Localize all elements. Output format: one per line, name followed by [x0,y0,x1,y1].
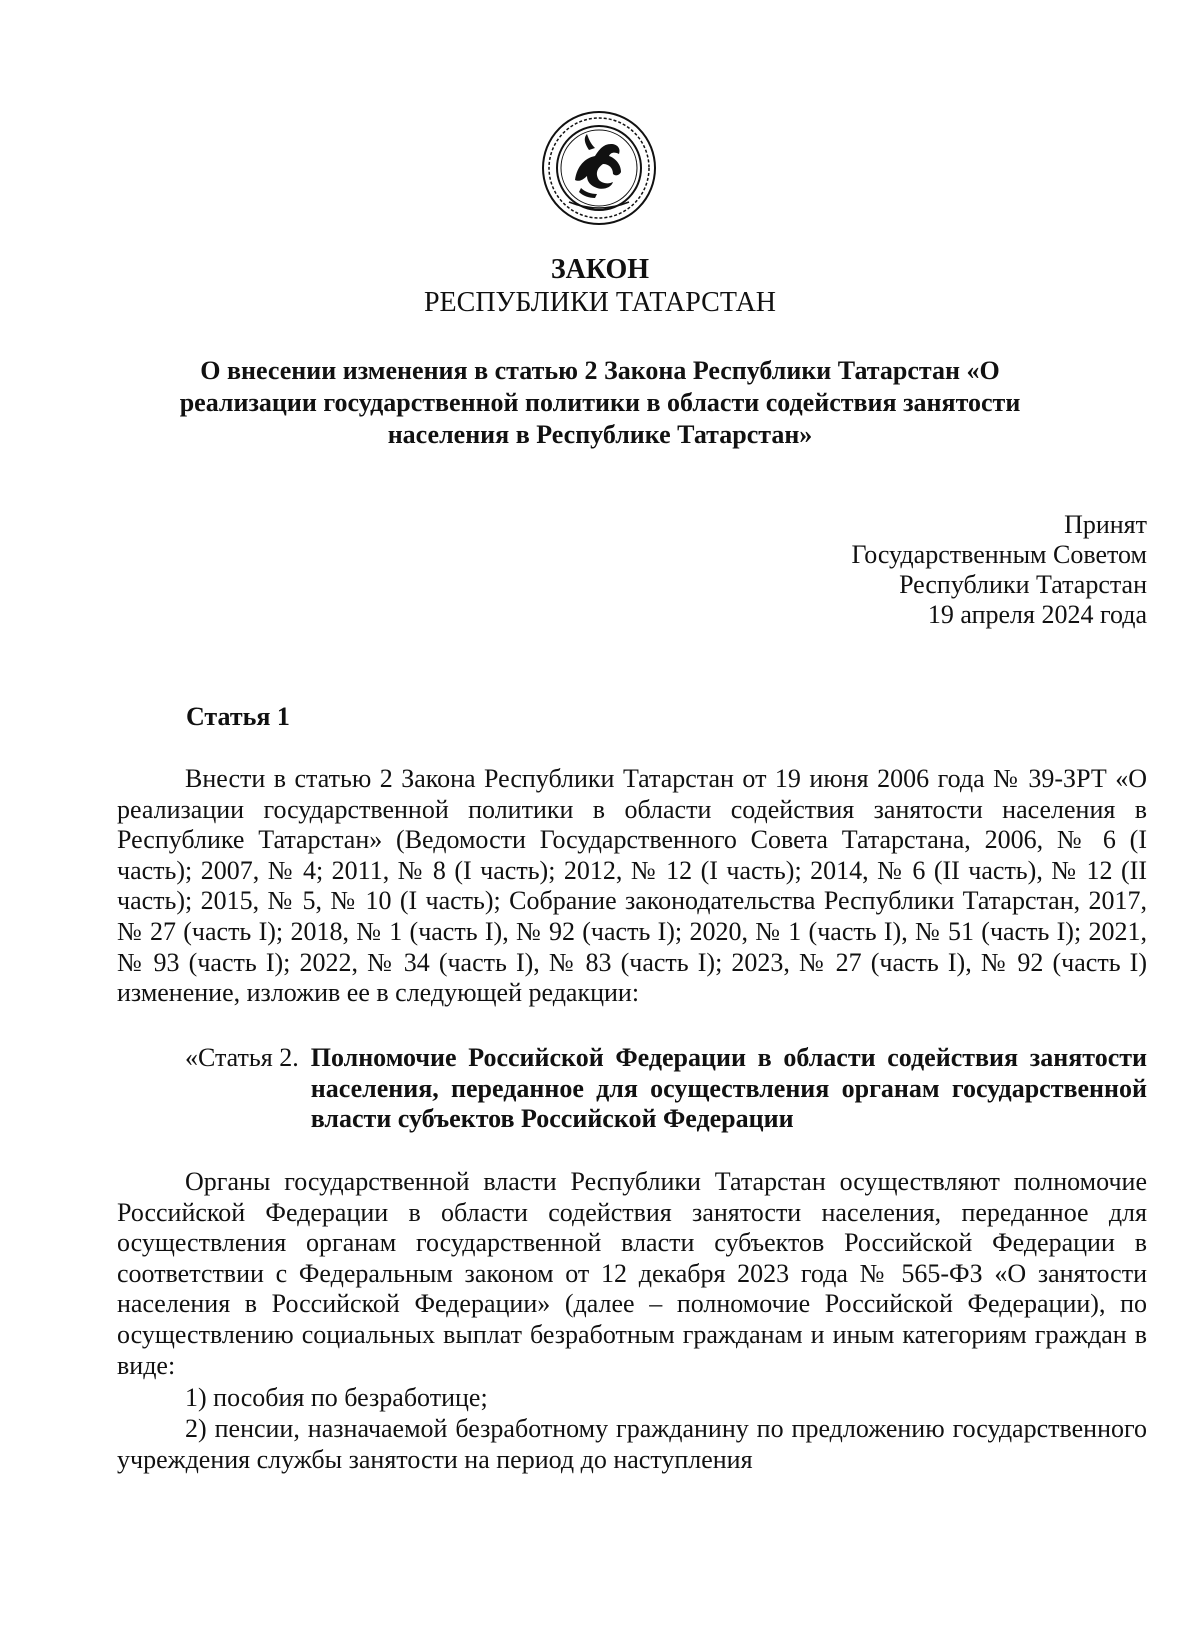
adoption-line: Принят [1064,510,1147,539]
law-subtitle: РЕСПУБЛИКИ ТАТАРСТАН [423,287,777,318]
adoption-date: 19 апреля 2024 года [927,600,1147,629]
article-2-text: Органы государственной власти Республики Татарстан осуществляют полномочие Российской Федерации в области содействия занятости населения, переданное для осуществления органам государственной власти субъектов Российской Федерации в соответствии с Федеральным законом от 12 декабря 2023 года № 565-ФЗ «О занятости населения в Российской Федерации» (далее – полномочие Российской Федерации), по осуществлению социальных выплат безработным гражданам и иным категориям граждан в виде: [117,1167,1147,1380]
adoption-line: Государственным Советом [851,540,1147,569]
article-1-heading: Статья 1 [186,702,290,731]
article-2-title: Полномочие Российской Федерации в области содействия занятости населения, переданное для осуществления органам государственной власти субъектов Российской Федерации [310,1043,1147,1134]
article-2-header [185,1043,1147,1135]
list-item: 2) пенсии, назначаемой безработному гражданину по предложению государственного учреждения службы занятости на период до наступления [117,1414,1147,1474]
law-title: ЗАКОН [550,254,650,285]
article-2-label: «Статья 2. [185,1043,299,1072]
coat-of-arms-emblem [541,110,657,226]
law-name: О внесении изменения в статью 2 Закона Республики Татарстан «О реализации государственной политики в области содействия занятости населения в Республике Татарстан» [179,356,1021,449]
list-item: 1) пособия по безработице; [185,1383,488,1412]
adoption-block [851,510,1147,630]
adoption-line: Республики Татарстан [899,570,1147,599]
article-1-text: Внести в статью 2 Закона Республики Татарстан от 19 июня 2006 года № 39-ЗРТ «О реализации государственной политики в области содействия занятости населения в Республике Татарстан» (Ведомости Государственного Совета Татарстана, 2006, № 6 (I часть); 2007, № 4; 2011, № 8 (I часть); 2012, № 12 (I часть); 2014, № 6 (II часть), № 12 (II часть); 2015, № 5, № 10 (I часть); Собрание законодательства Республики Татарстан, 2017, № 27 (часть I); 2018, № 1 (часть I), № 92 (часть I); 2020, № 1 (часть I), № 51 (часть I); 2021, № 93 (часть I); 2022, № 34 (часть I), № 83 (часть I); 2023, № 27 (часть I), № 92 (часть I) изменение, изложив ее в следующей редакции: [117,764,1147,1008]
